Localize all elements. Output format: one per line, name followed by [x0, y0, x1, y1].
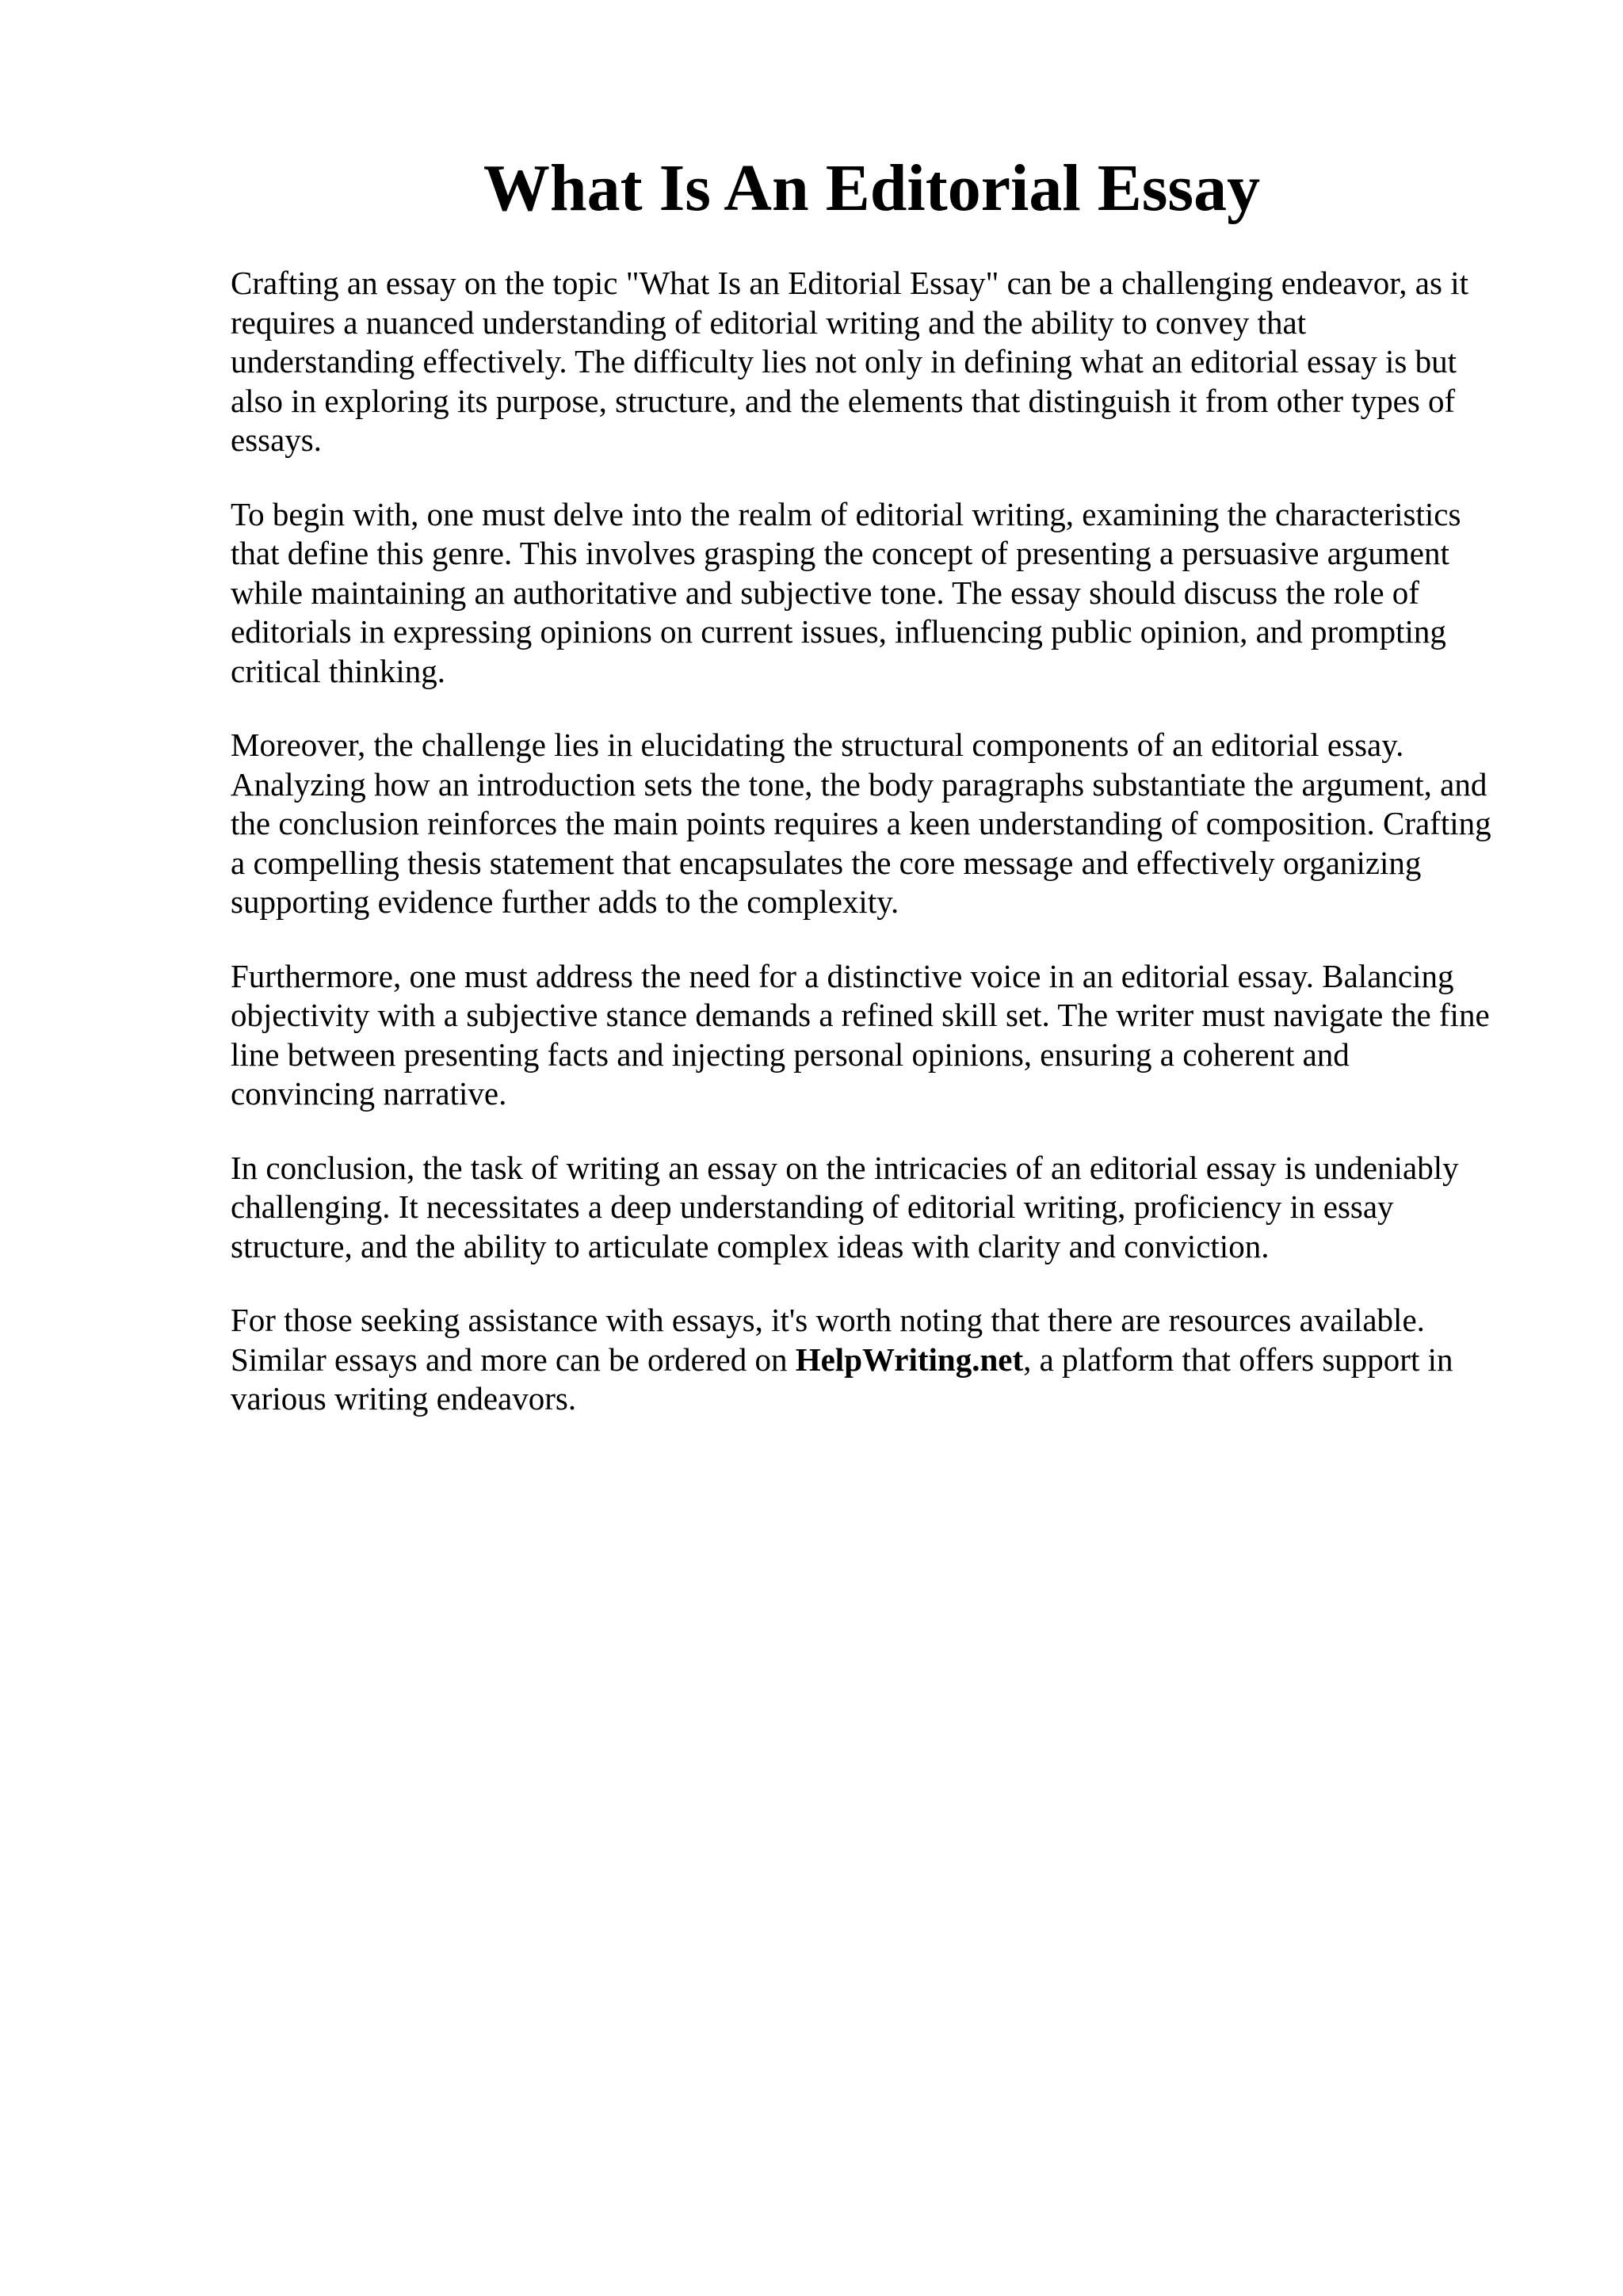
paragraph-4	[231, 957, 1518, 1114]
essay-body	[231, 264, 1518, 1454]
paragraph-line: while maintaining an authoritative and subjective tone. The essay should discuss the role of	[231, 574, 1419, 611]
paragraph-line: objectivity with a subjective stance demands a refined skill set. The writer must navigate the fine	[231, 997, 1490, 1033]
paragraph-line: supporting evidence further adds to the complexity.	[231, 883, 899, 920]
paragraph-line: Moreover, the challenge lies in elucidating the structural components of an editorial essay.	[231, 727, 1404, 763]
paragraph-line: requires a nuanced understanding of editorial writing and the ability to convey that	[231, 303, 1307, 341]
paragraph-line: editorials in expressing opinions on current issues, influencing public opinion, and prompting	[231, 613, 1446, 650]
paragraph-line: understanding effectively. The difficulty lies not only in defining what an editorial essay is but	[231, 343, 1457, 379]
paragraph-1	[231, 264, 1518, 460]
paragraph-line: critical thinking.	[231, 652, 445, 689]
paragraph-text: Similar essays and more can be ordered on	[231, 1341, 796, 1378]
paragraph-line: that define this genre. This involves grasping the concept of presenting a persuasive argument	[231, 535, 1449, 571]
paragraph-line: challenging. It necessitates a deep understanding of editorial writing, proficiency in essay	[231, 1188, 1394, 1225]
paragraph-line: various writing endeavors.	[231, 1380, 577, 1417]
paragraph-line: the conclusion reinforces the main points requires a keen understanding of composition. Crafting	[231, 805, 1491, 841]
paragraph-line: line between presenting facts and injecting personal opinions, ensuring a coherent and	[231, 1035, 1350, 1073]
paragraph-line: structure, and the ability to articulate complex ideas with clarity and conviction.	[231, 1227, 1270, 1264]
paragraph-line: To begin with, one must delve into the realm of editorial writing, examining the characteristics	[231, 495, 1461, 532]
paragraph-line: also in exploring its purpose, structure, and the elements that distinguish it from other types of	[231, 382, 1456, 419]
paragraph-line: In conclusion, the task of writing an essay on the intricacies of an editorial essay is undeniably	[231, 1149, 1459, 1186]
paragraph-line: Analyzing how an introduction sets the tone, the body paragraphs substantiate the argument, and	[231, 765, 1487, 803]
page-title: What Is An Editorial Essay	[483, 151, 1261, 225]
paragraph-text: , a platform that offers support in	[1023, 1341, 1453, 1378]
paragraph-line: Crafting an essay on the topic "What Is an Editorial Essay" can be a challenging endeavor, as it	[231, 265, 1468, 301]
paragraph-line: Furthermore, one must address the need for a distinctive voice in an editorial essay. Balancing	[231, 957, 1454, 994]
paragraph-line: For those seeking assistance with essays, it's worth noting that there are resources available.	[231, 1302, 1425, 1338]
paragraph-2	[231, 495, 1518, 692]
paragraph-6	[231, 1301, 1518, 1419]
paragraph-line: essays.	[231, 421, 323, 458]
paragraph-line: convincing narrative.	[231, 1075, 507, 1112]
paragraph-5	[231, 1149, 1518, 1267]
helpwriting-link[interactable]: HelpWriting.net	[795, 1341, 1024, 1378]
paragraph-3	[231, 726, 1518, 922]
paragraph-line	[231, 1341, 1518, 1380]
paragraph-line: a compelling thesis statement that encapsulates the core message and effectively organizing	[231, 844, 1422, 881]
